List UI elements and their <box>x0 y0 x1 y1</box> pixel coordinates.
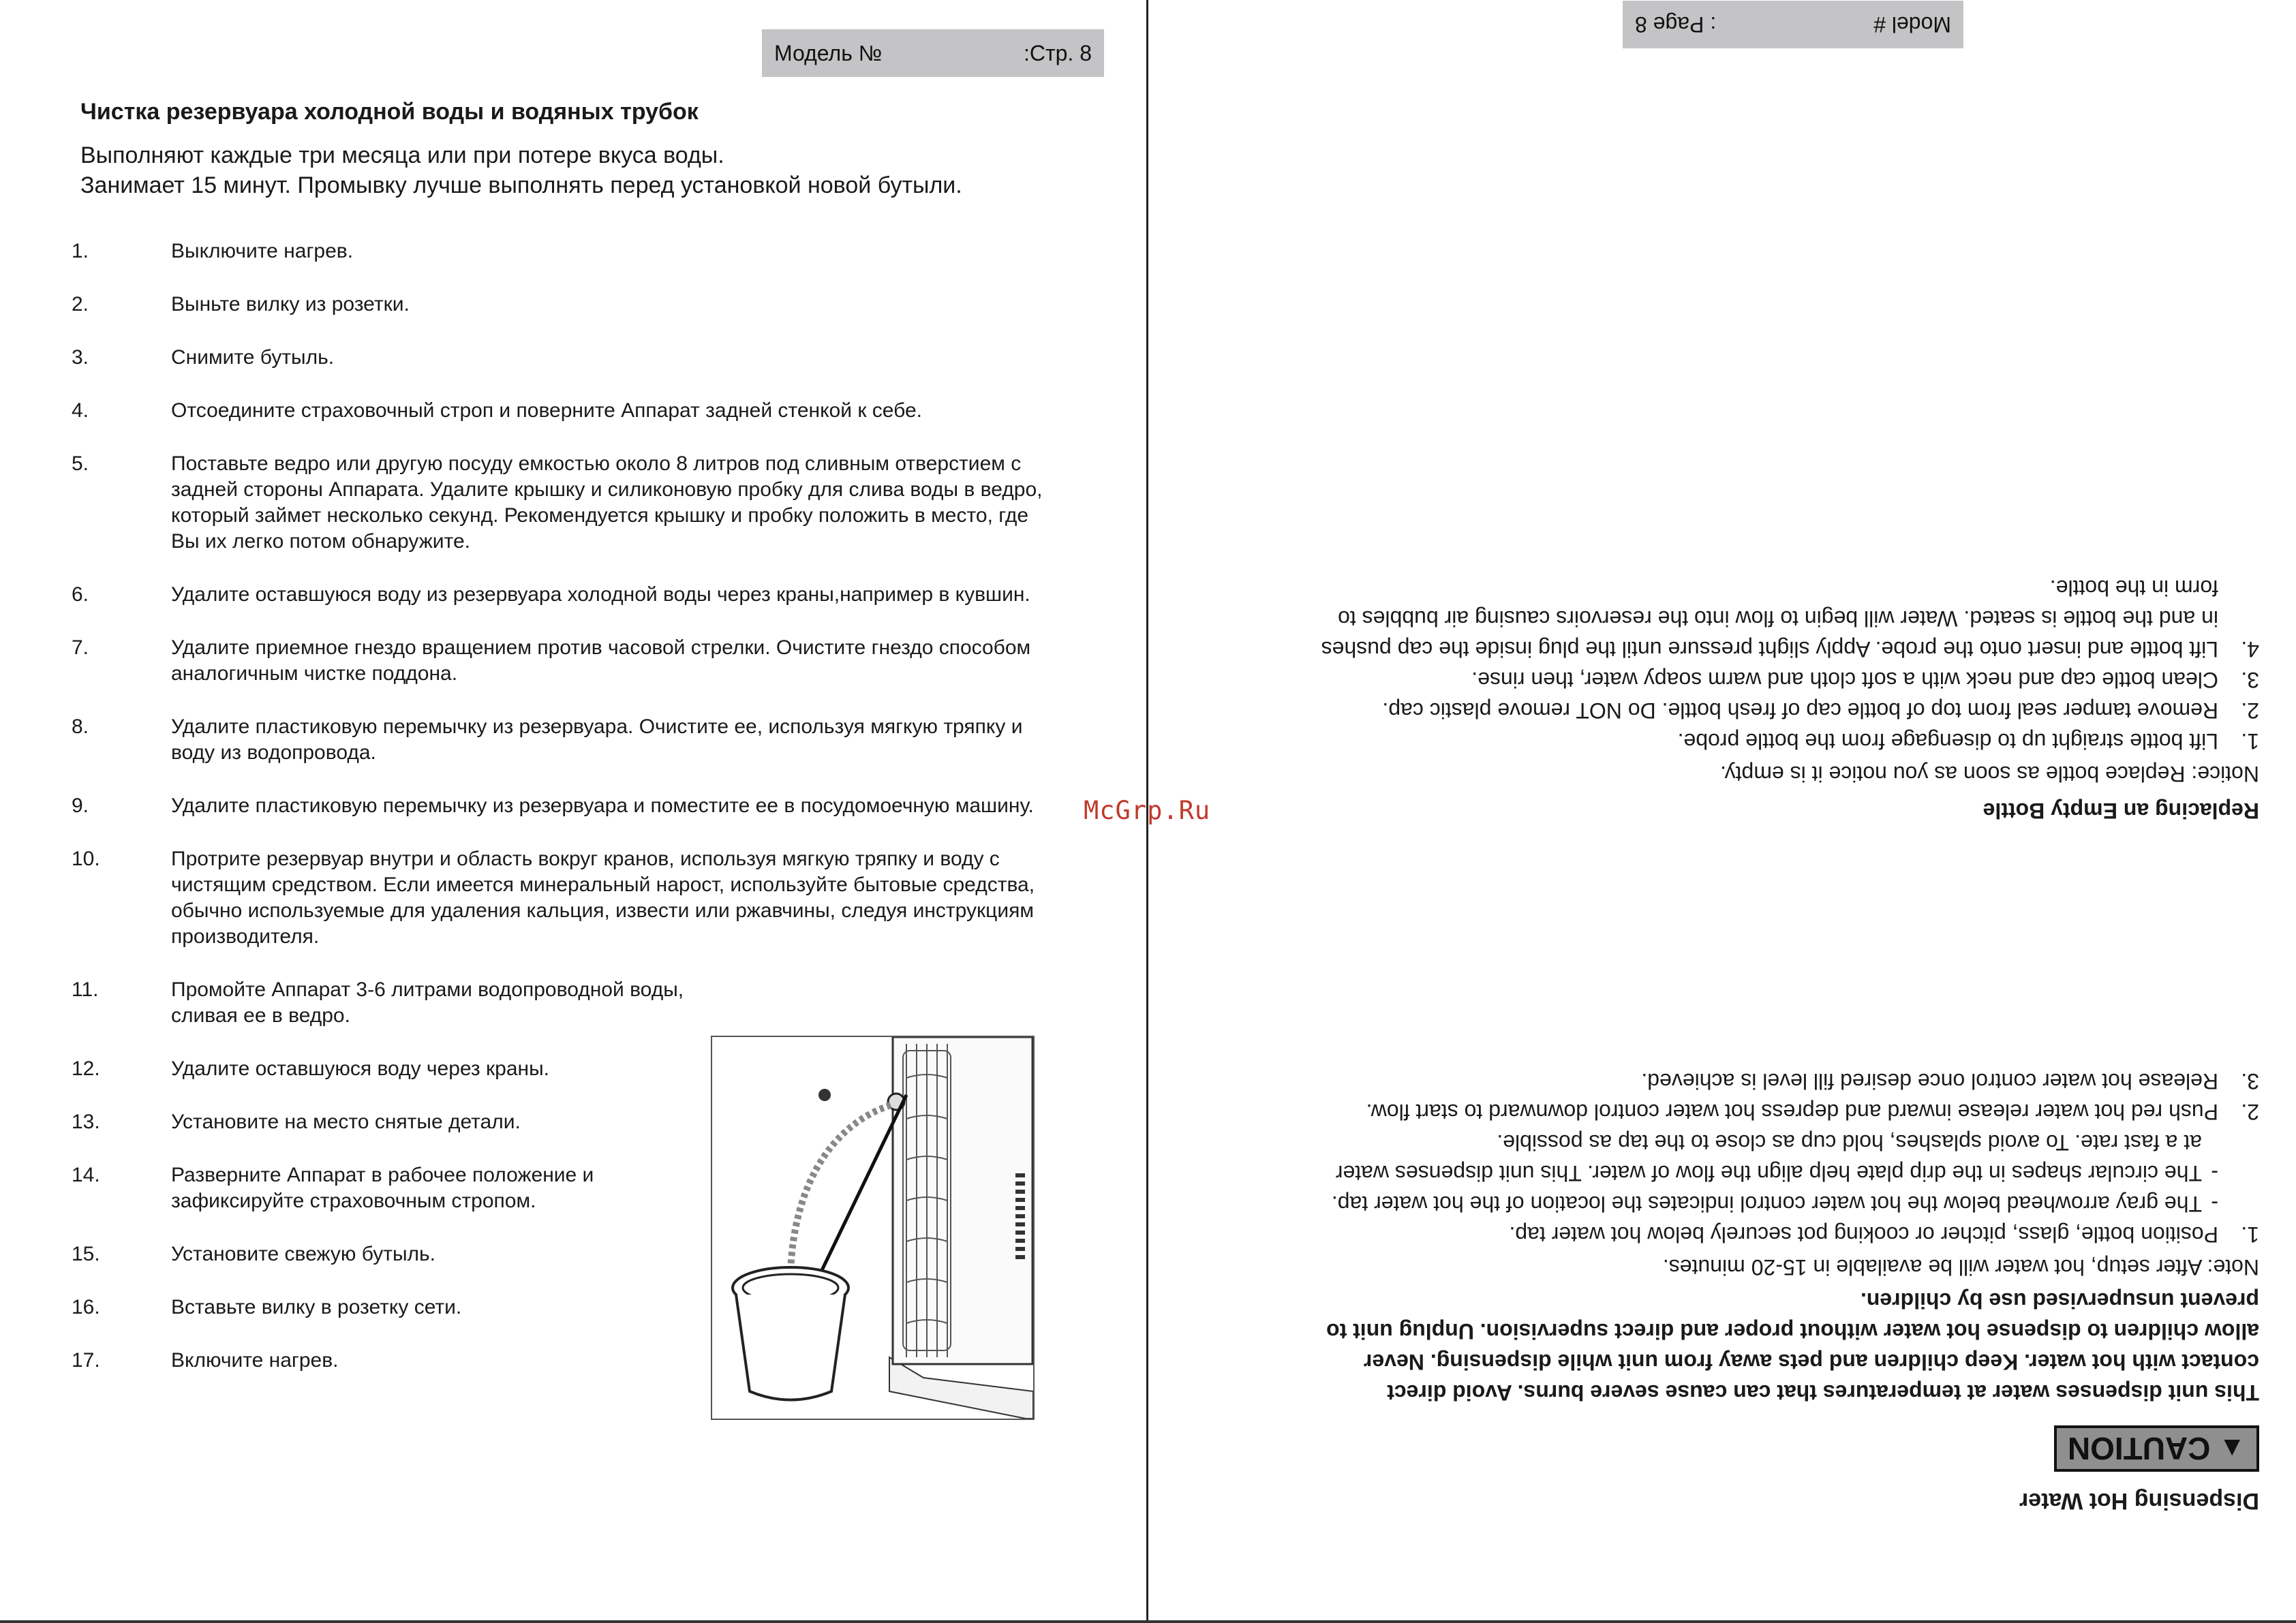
step-number: 9. <box>72 794 89 817</box>
step-number: 2. <box>2241 698 2259 723</box>
draining-illustration <box>711 1036 1035 1420</box>
step-text: Удалите оставшуюся воду из резервуара холодной воды через краны,например в кувшин. <box>171 583 1030 606</box>
step-text: Clean bottle cap and neck with a soft cloth and warm soapy water, then rinse. <box>1471 668 2218 692</box>
list-item <box>72 398 1060 424</box>
step-text: Удалите пластиковую перемычку из резервуара. Очистите ее, используя мягкую тряпку и воду из водопровода. <box>171 715 1023 764</box>
intro-line: Занимает 15 минут. Промывку лучше выполнять перед установкой новой бутыли. <box>80 172 962 198</box>
watermark: McGrp.Ru <box>1084 796 1211 825</box>
list-item <box>72 345 1060 371</box>
step-text: Разверните Аппарат в рабочее положение и зафиксируйте страховочным стропом. <box>171 1164 594 1212</box>
step-text: Remove tamper seal from top of bottle cap of fresh bottle. Do NOT remove plastic cap. <box>1382 698 2218 723</box>
step-number: 14. <box>72 1164 100 1186</box>
warning-triangle-icon: ▲ <box>2218 1434 2246 1464</box>
list-item <box>1319 1096 2259 1127</box>
caution-text: This unit dispenses water at temperatures that can cause severe burns. Avoid direct contact with hot water. Keep children and pets away from unit while dispensing. Never allow children to dispense hot water without proper and direct supervision. Unplug unit to prevent unsupervised use by children. <box>1326 1288 2259 1405</box>
step-text: Установите свежую бутыль. <box>171 1243 435 1265</box>
page-header <box>762 29 1104 77</box>
step-text: Выньте вилку из розетки. <box>171 293 410 315</box>
step-text: Поставьте ведро или другую посуду емкостью около 8 литров под сливным отверстием с задней стороны Аппарата. Удалите крышку и силиконовую пробку для слива воды в ведро, который займет несколько секунд. Рекомендуется крышку и пробку положить в место, где Вы их легко потом обнаружите. <box>171 452 1043 553</box>
step-number: 11. <box>72 978 99 1001</box>
list-item <box>72 714 1060 766</box>
list-item <box>1319 664 2259 695</box>
list-item <box>72 238 1060 264</box>
step-text: Снимите бутыль. <box>171 346 335 369</box>
step-text: Position bottle, glass, pitcher or cooking pot securely below hot water tap. <box>1509 1222 2218 1247</box>
notice-text: Notice: Replace bottle as soon as you notice it is empty. <box>1720 762 2259 786</box>
step-number: 13. <box>72 1111 100 1133</box>
model-label: Модель № <box>774 40 883 65</box>
step-text: Удалите оставшуюся воду через краны. <box>171 1057 549 1080</box>
list-item <box>1319 1066 2259 1096</box>
step-number: 6. <box>72 583 89 606</box>
caution-label: CAUTION <box>2067 1431 2211 1466</box>
list-item <box>72 846 1060 950</box>
step-number: 4. <box>72 399 89 422</box>
section-intro <box>80 140 1103 200</box>
step-number: 15. <box>72 1243 100 1265</box>
list-item <box>72 635 1060 687</box>
left-page <box>0 0 1147 1623</box>
page-number: :Стр. 8 <box>1023 40 1092 65</box>
step-text: Lift bottle straight up to disengage from the bottle probe. <box>1677 729 2218 754</box>
right-page <box>1148 0 2296 1623</box>
step-number: 1. <box>72 240 89 262</box>
step-number: 4. <box>2241 637 2259 662</box>
step-text: Включите нагрев. <box>171 1349 339 1372</box>
list-item <box>72 451 1060 555</box>
step-number: 2. <box>2241 1100 2259 1124</box>
step-subtext: The circular shapes in the drip plate help align the flow of water. This unit dispenses water at a fast rate. To avoid splashes, hold cup as close to the tap as possible. <box>1335 1130 2202 1186</box>
step-number: 12. <box>72 1057 100 1080</box>
list-item <box>1319 1127 2259 1188</box>
page-header <box>1623 1 1963 48</box>
step-number: 7. <box>72 636 89 659</box>
step-subtext: The gray arrowhead below the hot water control indicates the location of the hot water tap. <box>1331 1192 2202 1216</box>
section-title: Чистка резервуара холодной воды и водяных трубок <box>80 99 699 125</box>
dash-bullet: - <box>2211 1161 2218 1186</box>
model-label: Model # <box>1873 12 1951 37</box>
step-text: Отсоедините страховочный строп и поверните Аппарат задней стенкой к себе. <box>171 399 922 422</box>
step-number: 8. <box>72 715 89 738</box>
step-number: 1. <box>2241 1222 2259 1247</box>
step-number: 10. <box>72 848 100 870</box>
intro-line: Выполняют каждые три месяца или при потере вкуса воды. <box>80 142 724 168</box>
step-text: Выключите нагрев. <box>171 240 354 262</box>
section-title: Dispensing Hot Water <box>2019 1488 2259 1514</box>
step-text: Удалите пластиковую перемычку из резервуара и поместите ее в посудомоечную машину. <box>171 794 1034 817</box>
list-item <box>72 977 1060 1029</box>
replace-bottle-steps <box>1319 572 2259 756</box>
step-number: 3. <box>2241 1069 2259 1094</box>
step-text: Установите на место снятые детали. <box>171 1111 521 1133</box>
step-text: Промойте Аппарат 3-6 литрами водопроводной воды, сливая ее в ведро. <box>171 978 684 1027</box>
hot-water-steps <box>1319 1066 2259 1250</box>
list-item <box>1319 726 2259 756</box>
note-text: Note: After setup, hot water will be available in 15-20 minutes. <box>1662 1255 2259 1280</box>
list-item <box>1319 695 2259 726</box>
bucket-drain-drawing <box>712 1037 1033 1419</box>
step-text: Протрите резервуар внутри и область вокруг кранов, используя мягкую тряпку и воду с чистящим средством. Если имеется минеральный нарост, используйте бытовые средства, обычно используемые для удаления кальция, извести или ржавчины, следуя инструкциям производителя. <box>171 848 1035 948</box>
page-number: : Page 8 <box>1635 12 1717 37</box>
list-item <box>72 793 1060 819</box>
step-number: 17. <box>72 1349 100 1372</box>
dash-bullet: - <box>2211 1192 2218 1216</box>
step-number: 5. <box>72 452 89 475</box>
step-number: 3. <box>72 346 89 369</box>
list-item <box>72 582 1060 608</box>
section-subtitle: Replacing an Empty Bottle <box>1983 799 2259 823</box>
step-text: Lift bottle and insert onto the probe. Apply slight pressure until the plug inside the cap pushes in and the bottle is seated. Water will begin to flow into the reservoirs causing air bubbles to form in the bottle. <box>1321 576 2218 662</box>
step-number: 3. <box>2241 668 2259 692</box>
list-item <box>72 292 1060 318</box>
caution-badge <box>2054 1425 2259 1472</box>
step-number: 1. <box>2241 729 2259 754</box>
step-number: 16. <box>72 1296 100 1318</box>
step-number: 2. <box>72 293 89 315</box>
step-text: Удалите приемное гнездо вращением против часовой стрелки. Очистите гнездо способом аналогичным чистке поддона. <box>171 636 1031 685</box>
step-text: Push red hot water release inward and depress hot water control downward to start flow. <box>1366 1100 2218 1124</box>
list-item <box>1319 572 2259 664</box>
list-item <box>1319 1219 2259 1250</box>
step-text: Release hot water control once desired fill level is achieved. <box>1641 1069 2218 1094</box>
rotated-content <box>1148 0 2296 1623</box>
step-text: Вставьте вилку в розетку сети. <box>171 1296 462 1318</box>
list-item <box>1319 1188 2259 1219</box>
